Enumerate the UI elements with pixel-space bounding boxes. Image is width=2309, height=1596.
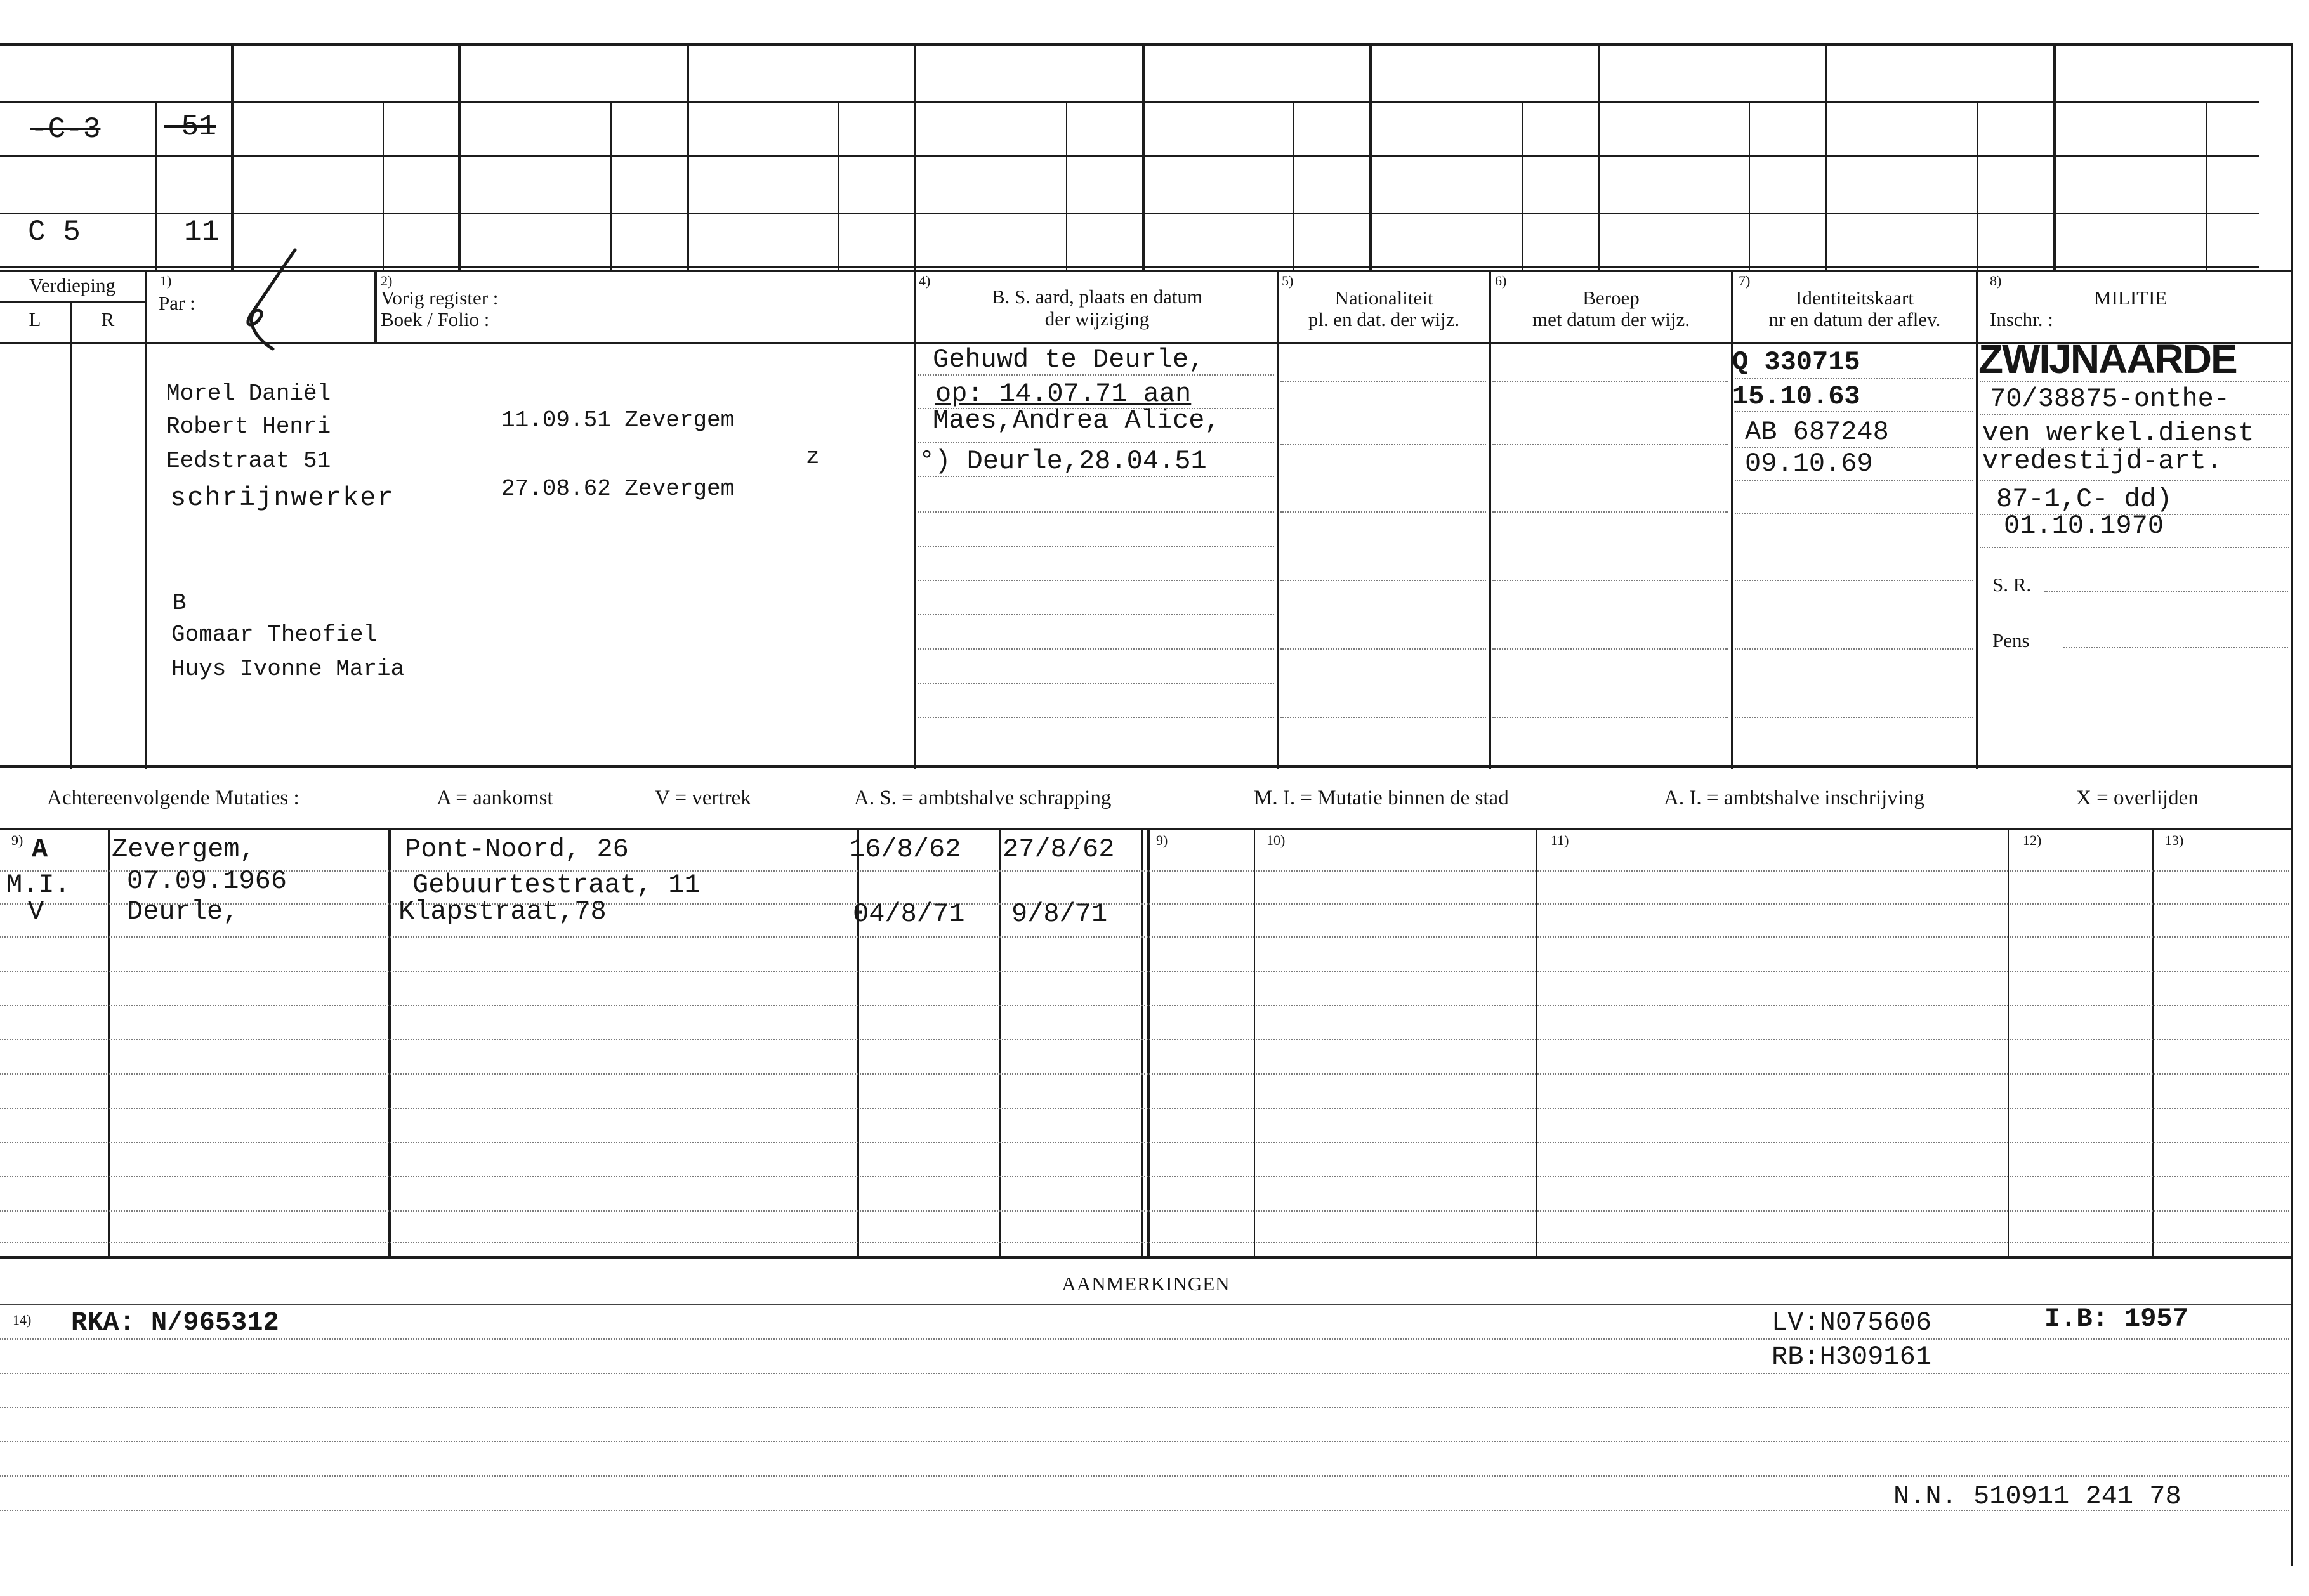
rule-line [1980,480,2289,481]
index-col-line [155,101,157,270]
index-code: C 5 [28,216,81,249]
nat-label-2: pl. en dat. der wijz. [1308,308,1460,330]
remarks-rule [0,1373,2289,1374]
rule-line [1492,580,1728,581]
id-label-2: nr en datum der aflev. [1768,308,1941,330]
militia-place: ZWIJNAARDE [1978,336,2237,382]
mut-rule [0,1142,2289,1143]
mut-rule [0,936,2289,938]
index-subcol-line [1066,101,1067,270]
mut-col-line [1254,828,1255,1257]
index-col-line [1598,43,1600,270]
mut-row-1-type: A [32,834,48,865]
rule-line [1735,480,1973,481]
militia-line-2: ven werkel.dienst [1982,418,2254,448]
legend-title: Achtereenvolgende Mutaties : [47,787,299,809]
inschr-label: Inschr. : [1990,308,2053,330]
id-date-1: 15.10.63 [1732,381,1860,412]
mut-note-10: 10) [1266,832,1286,848]
remarks-title-line [0,1304,2292,1305]
mut-note-11: 11) [1551,832,1569,848]
id-number-2: AB 687248 [1745,417,1889,447]
person-z-mark: z [806,444,820,470]
rule-line [918,717,1274,718]
mut-rule [0,1073,2289,1075]
col-line-nat [1277,270,1279,769]
beroep-label-2: met datum der wijz. [1532,308,1690,330]
index-old-number: -51 [164,110,216,143]
mut-note-12: 12) [2023,832,2042,848]
mut-col-line [108,828,110,1257]
index-subcol-line [383,101,384,270]
note-4: 4) [919,273,931,289]
rule-line [918,648,1274,650]
mut-row-3-type: V [28,896,44,927]
rule-line [1735,648,1973,650]
rule-line [1735,378,1973,379]
mut-col-line [2152,828,2154,1257]
mut-rule [0,1242,2289,1243]
col-line-r [145,270,147,769]
index-col-line [2053,43,2056,270]
militia-line-1: 70/38875-onthe- [1990,384,2230,414]
father-name: Gomaar Theofiel [171,622,378,648]
rule-line [1280,648,1486,650]
mut-rule [0,1210,2289,1212]
mut-note-13: 13) [2165,832,2184,848]
id-date-2: 09.10.69 [1745,448,1873,479]
col-line-id [1731,270,1733,769]
person-street: Eedstraat 51 [166,448,331,474]
mut-col-line [1147,828,1150,1257]
legend-v: V = vertrek [655,787,751,809]
mut-row-1-address: Pont-Noord, 26 [405,834,629,865]
col-r-label: R [101,308,115,330]
remarks-rule [0,1441,2289,1442]
verdieping-label: Verdieping [29,274,116,296]
rule-line [918,442,1274,443]
remarks-rule [0,1338,2289,1340]
rule-line [1492,648,1728,650]
rule-line [1980,547,2289,548]
pens-rule [2063,647,2288,648]
remarks-rb: RB:H309161 [1772,1342,1932,1372]
person-birth: 11.09.51 Zevergem [501,407,735,433]
person-occupation: schrijnwerker [170,483,395,513]
mut-row-3-date1: 04/8/71 [853,899,965,929]
rule-line [918,580,1274,581]
index-col-line [1142,43,1145,270]
mut-row-3-place: Deurle, [127,896,239,927]
index-subcol-line [2206,101,2207,270]
rule-line [1280,580,1486,581]
mut-row-1-date1: 16/8/62 [849,834,961,865]
mut-row-2-place: 07.09.1966 [127,866,287,896]
par-label: Par : [159,292,195,314]
index-col-line [687,43,689,270]
mut-row-2-address: Gebuurtestraat, 11 [412,870,701,900]
remarks-ib: I.B: 1957 [2044,1304,2188,1334]
rule-line [1492,444,1728,445]
militia-line-4: 87-1,C- dd) [1996,484,2173,514]
mut-col-line [999,828,1001,1257]
index-subcol-line [838,101,839,270]
rule-line [1735,513,1973,514]
note-7: 7) [1739,273,1751,289]
bs-label-1: B. S. aard, plaats en datum [991,285,1203,308]
rule-line [918,511,1274,513]
legend-x: X = overlijden [2076,787,2199,809]
mut-col-line [857,828,859,1257]
rule-line [918,614,1274,615]
index-col-line [458,43,461,270]
rule-line [1735,580,1973,581]
id-number-1: Q 330715 [1732,347,1860,377]
remarks-title: AANMERKINGEN [1062,1272,1230,1295]
bs-label-2: der wijziging [1044,308,1150,330]
mut-rule [0,903,2289,905]
mut-rule [0,971,2289,972]
mut-row-3-address: Klapstraat,78 [398,896,607,927]
sr-label: S. R. [1992,573,2032,596]
main-bottom-border [0,765,2292,768]
index-subcol-line [1293,101,1294,270]
mut-rule [0,1108,2289,1109]
col-l-label: L [29,308,41,330]
note-2: 2) [381,273,393,289]
index-col-line [231,43,234,270]
sr-rule [2044,591,2288,592]
index-number: 11 [184,216,220,249]
civil-status-line-1: Gehuwd te Deurle, [933,344,1205,375]
col-line-par [374,270,377,343]
id-label-1: Identiteitskaart [1796,287,1914,309]
rule-line [1280,511,1486,513]
mother-name: Huys Ivonne Maria [171,656,405,682]
verdieping-divider [0,301,146,303]
mut-col-line [1141,828,1143,1257]
rule-line [1280,717,1486,718]
civil-status-line-3: Maes,Andrea Alice, [933,405,1221,436]
militie-label: MILITIE [2094,287,2168,309]
rule-line [1492,717,1728,718]
beroep-label-1: Beroep [1582,287,1640,309]
index-row-line [0,266,2259,268]
col-line-lr [70,301,72,769]
vorig-register-label: Vorig register : [381,287,499,309]
civil-status-line-2: op: 14.07.71 aan [935,379,1192,409]
mut-col-line [388,828,391,1257]
legend-as: A. S. = ambtshalve schrapping [854,787,1112,809]
rule-line [1280,381,1486,382]
note-6: 6) [1495,273,1507,289]
legend-ai: A. I. = ambtshalve inschrijving [1664,787,1924,809]
col-line-beroep [1489,270,1491,769]
mut-row-3-date2: 9/8/71 [1011,899,1108,929]
pens-label: Pens [1992,629,2030,651]
rule-line [1492,511,1728,513]
mut-rule [0,1176,2289,1177]
index-row-line [0,101,2259,103]
remarks-rule [0,1407,2289,1408]
header-top-border [0,270,2292,272]
mutation-top-border [0,828,2292,830]
rule-line [918,683,1274,684]
mut-rule [0,1039,2289,1040]
par-signature [228,247,305,355]
rule-line [1735,717,1973,718]
person-occupation-date: 27.08.62 Zevergem [501,476,735,502]
militia-line-5: 01.10.1970 [2004,511,2164,541]
legend-mi: M. I. = Mutatie binnen de stad [1254,787,1509,809]
note-8: 8) [1990,273,2002,289]
index-row-line [0,155,2259,157]
legend-a: A = aankomst [437,787,553,809]
mut-row-1-place: Zevergem, [112,834,256,865]
mut-rule [0,870,2289,872]
index-subcol-line [1522,101,1523,270]
nat-label-1: Nationaliteit [1334,287,1433,309]
mut-note-9: 9) [11,832,23,848]
person-surname: Morel Daniël [166,381,331,407]
index-row-line [0,213,2259,214]
person-given-names: Robert Henri [166,414,331,440]
mut-col-line [2008,828,2009,1257]
parent-marker: B [173,590,187,616]
note-1: 1) [160,273,172,289]
index-col-line [1825,43,1827,270]
militia-line-3: vredestijd-art. [1982,446,2223,476]
right-border [2291,43,2293,1566]
mut-row-2-type: M.I. [6,870,70,900]
remarks-rule [0,1475,2289,1477]
top-border [0,43,2292,46]
remarks-lv: LV:N075606 [1772,1307,1932,1338]
mut-col-line [1536,828,1537,1257]
note-5: 5) [1282,273,1294,289]
remarks-rka: RKA: N/965312 [71,1307,279,1338]
civil-status-line-4: °) Deurle,28.04.51 [919,446,1207,476]
rule-line [1492,381,1728,382]
index-subcol-line [610,101,612,270]
mut-note-9b: 9) [1156,832,1168,848]
mut-row-1-date2: 27/8/62 [1003,834,1115,865]
index-col-line [914,43,916,270]
remarks-note-14: 14) [13,1312,32,1328]
mut-rule [0,1005,2289,1006]
rule-line [1280,444,1486,445]
mutation-bottom-border [0,1256,2292,1259]
index-col-line [1369,43,1372,270]
index-subcol-line [1977,101,1978,270]
col-line-bs [914,270,916,769]
remarks-nn: N.N. 510911 241 78 [1893,1481,2181,1512]
index-subcol-line [1749,101,1750,270]
rule-line [918,546,1274,547]
index-old-code: -C-3 [30,113,101,146]
boek-folio-label: Boek / Folio : [381,308,490,330]
